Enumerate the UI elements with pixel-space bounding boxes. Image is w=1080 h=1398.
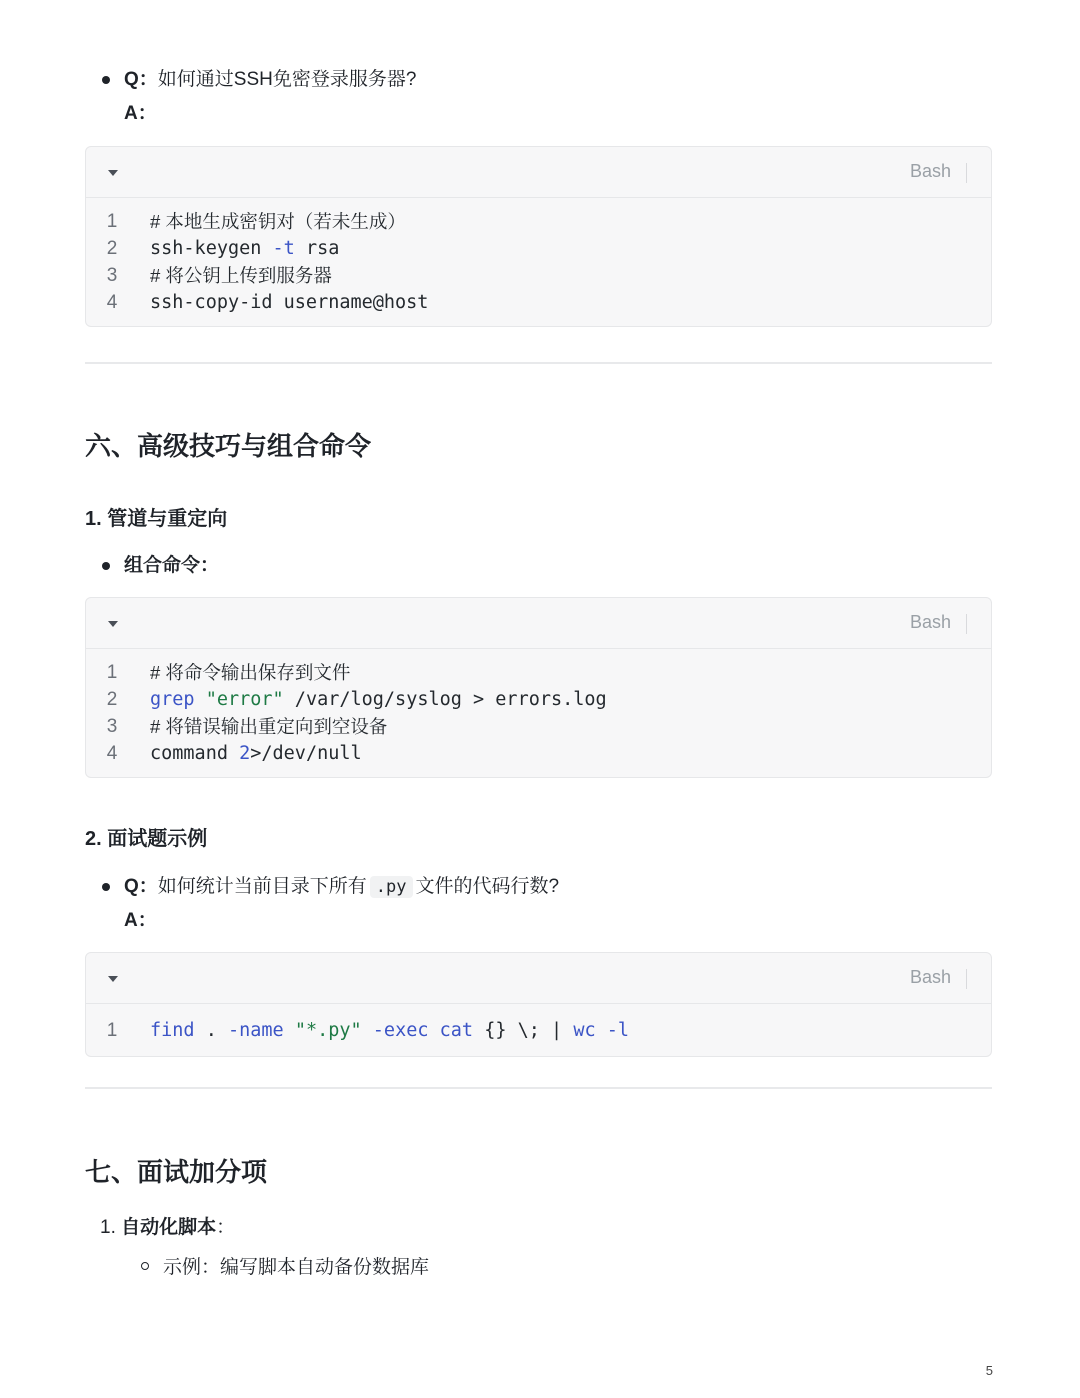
question-text-before: 如何统计当前目录下所有 [157, 876, 367, 897]
code-line [86, 1017, 991, 1044]
code-line [86, 289, 991, 316]
line-number: 2 [106, 238, 118, 259]
divider [85, 1087, 992, 1089]
header-divider [966, 614, 967, 634]
answer-label: A： [124, 910, 157, 931]
code-body [86, 1004, 991, 1056]
section-title-7: 七、面试加分项 [85, 1157, 268, 1187]
list-item-colon: ： [216, 1217, 236, 1238]
question-line [102, 870, 559, 904]
q-prefix: Q： [124, 69, 158, 90]
collapse-caret-icon[interactable] [108, 976, 118, 982]
line-number: 4 [106, 292, 118, 313]
code-language-label: Bash [909, 612, 951, 632]
code-language-label: Bash [909, 161, 951, 181]
list-item-label: 自动化脚本 [121, 1217, 217, 1238]
line-number: 1 [106, 1020, 118, 1041]
line-number: 4 [106, 743, 118, 764]
hollow-bullet-icon [141, 1262, 149, 1270]
line-number: 2 [106, 689, 118, 710]
bullet-text: 组合命令： [124, 555, 220, 576]
code-line [86, 740, 991, 767]
page-number: 5 [985, 1363, 993, 1378]
code-line [86, 686, 991, 713]
answer-label: A： [124, 103, 157, 124]
code-header [86, 147, 991, 198]
sub-list-item [141, 1252, 429, 1279]
q-prefix: Q： [124, 876, 158, 897]
collapse-caret-icon[interactable] [108, 170, 118, 176]
code-line [86, 208, 991, 235]
code-text: ssh-copy-id username@host [150, 292, 429, 313]
line-number: 1 [106, 662, 118, 683]
bullet-dot [102, 76, 110, 84]
subsection-title-interview: 2. 面试题示例 [85, 828, 208, 850]
ordered-list-item [100, 1212, 235, 1239]
line-number: 3 [106, 716, 118, 737]
inline-code: .py [370, 876, 413, 898]
question-text: 如何通过SSH免密登录服务器? [157, 69, 417, 90]
code-block-ssh [85, 146, 992, 327]
code-text: # 本地生成密钥对（若未生成） [150, 211, 406, 232]
code-body [86, 198, 991, 326]
code-block-redirect [85, 597, 992, 778]
line-number: 3 [106, 265, 118, 286]
sub-list-text: 示例：编写脚本自动备份数据库 [163, 1257, 430, 1278]
code-header [86, 953, 991, 1004]
bullet-dot [102, 883, 110, 891]
code-block-find [85, 952, 992, 1057]
code-text: ssh-keygen -t rsa [150, 238, 340, 259]
code-language-label: Bash [909, 967, 951, 987]
question-line [102, 63, 416, 97]
qa-ssh [102, 63, 416, 131]
divider [85, 362, 992, 364]
code-line [86, 713, 991, 740]
code-text: # 将命令输出保存到文件 [150, 662, 351, 683]
code-header [86, 598, 991, 649]
bullet-dot [102, 562, 110, 570]
header-divider [966, 163, 967, 183]
header-divider [966, 969, 967, 989]
code-text: command 2>/dev/null [150, 743, 362, 764]
code-line [86, 262, 991, 289]
subsection-title-pipes: 1. 管道与重定向 [85, 508, 228, 530]
code-text: grep "error" /var/log/syslog > errors.log [150, 689, 607, 710]
code-line [86, 659, 991, 686]
list-number: 1. [100, 1217, 116, 1238]
question-text-after: 文件的代码行数? [415, 876, 560, 897]
collapse-caret-icon[interactable] [108, 621, 118, 627]
code-text: find . -name "*.py" -exec cat {} \; | wc -l [150, 1020, 630, 1041]
code-body [86, 649, 991, 777]
code-text: # 将公钥上传到服务器 [150, 265, 332, 286]
section-title-6: 六、高级技巧与组合命令 [85, 431, 372, 461]
bullet-combo [102, 549, 219, 583]
code-line [86, 235, 991, 262]
qa-py-lines [102, 870, 559, 938]
code-text: # 将错误输出重定向到空设备 [150, 716, 388, 737]
line-number: 1 [106, 211, 118, 232]
